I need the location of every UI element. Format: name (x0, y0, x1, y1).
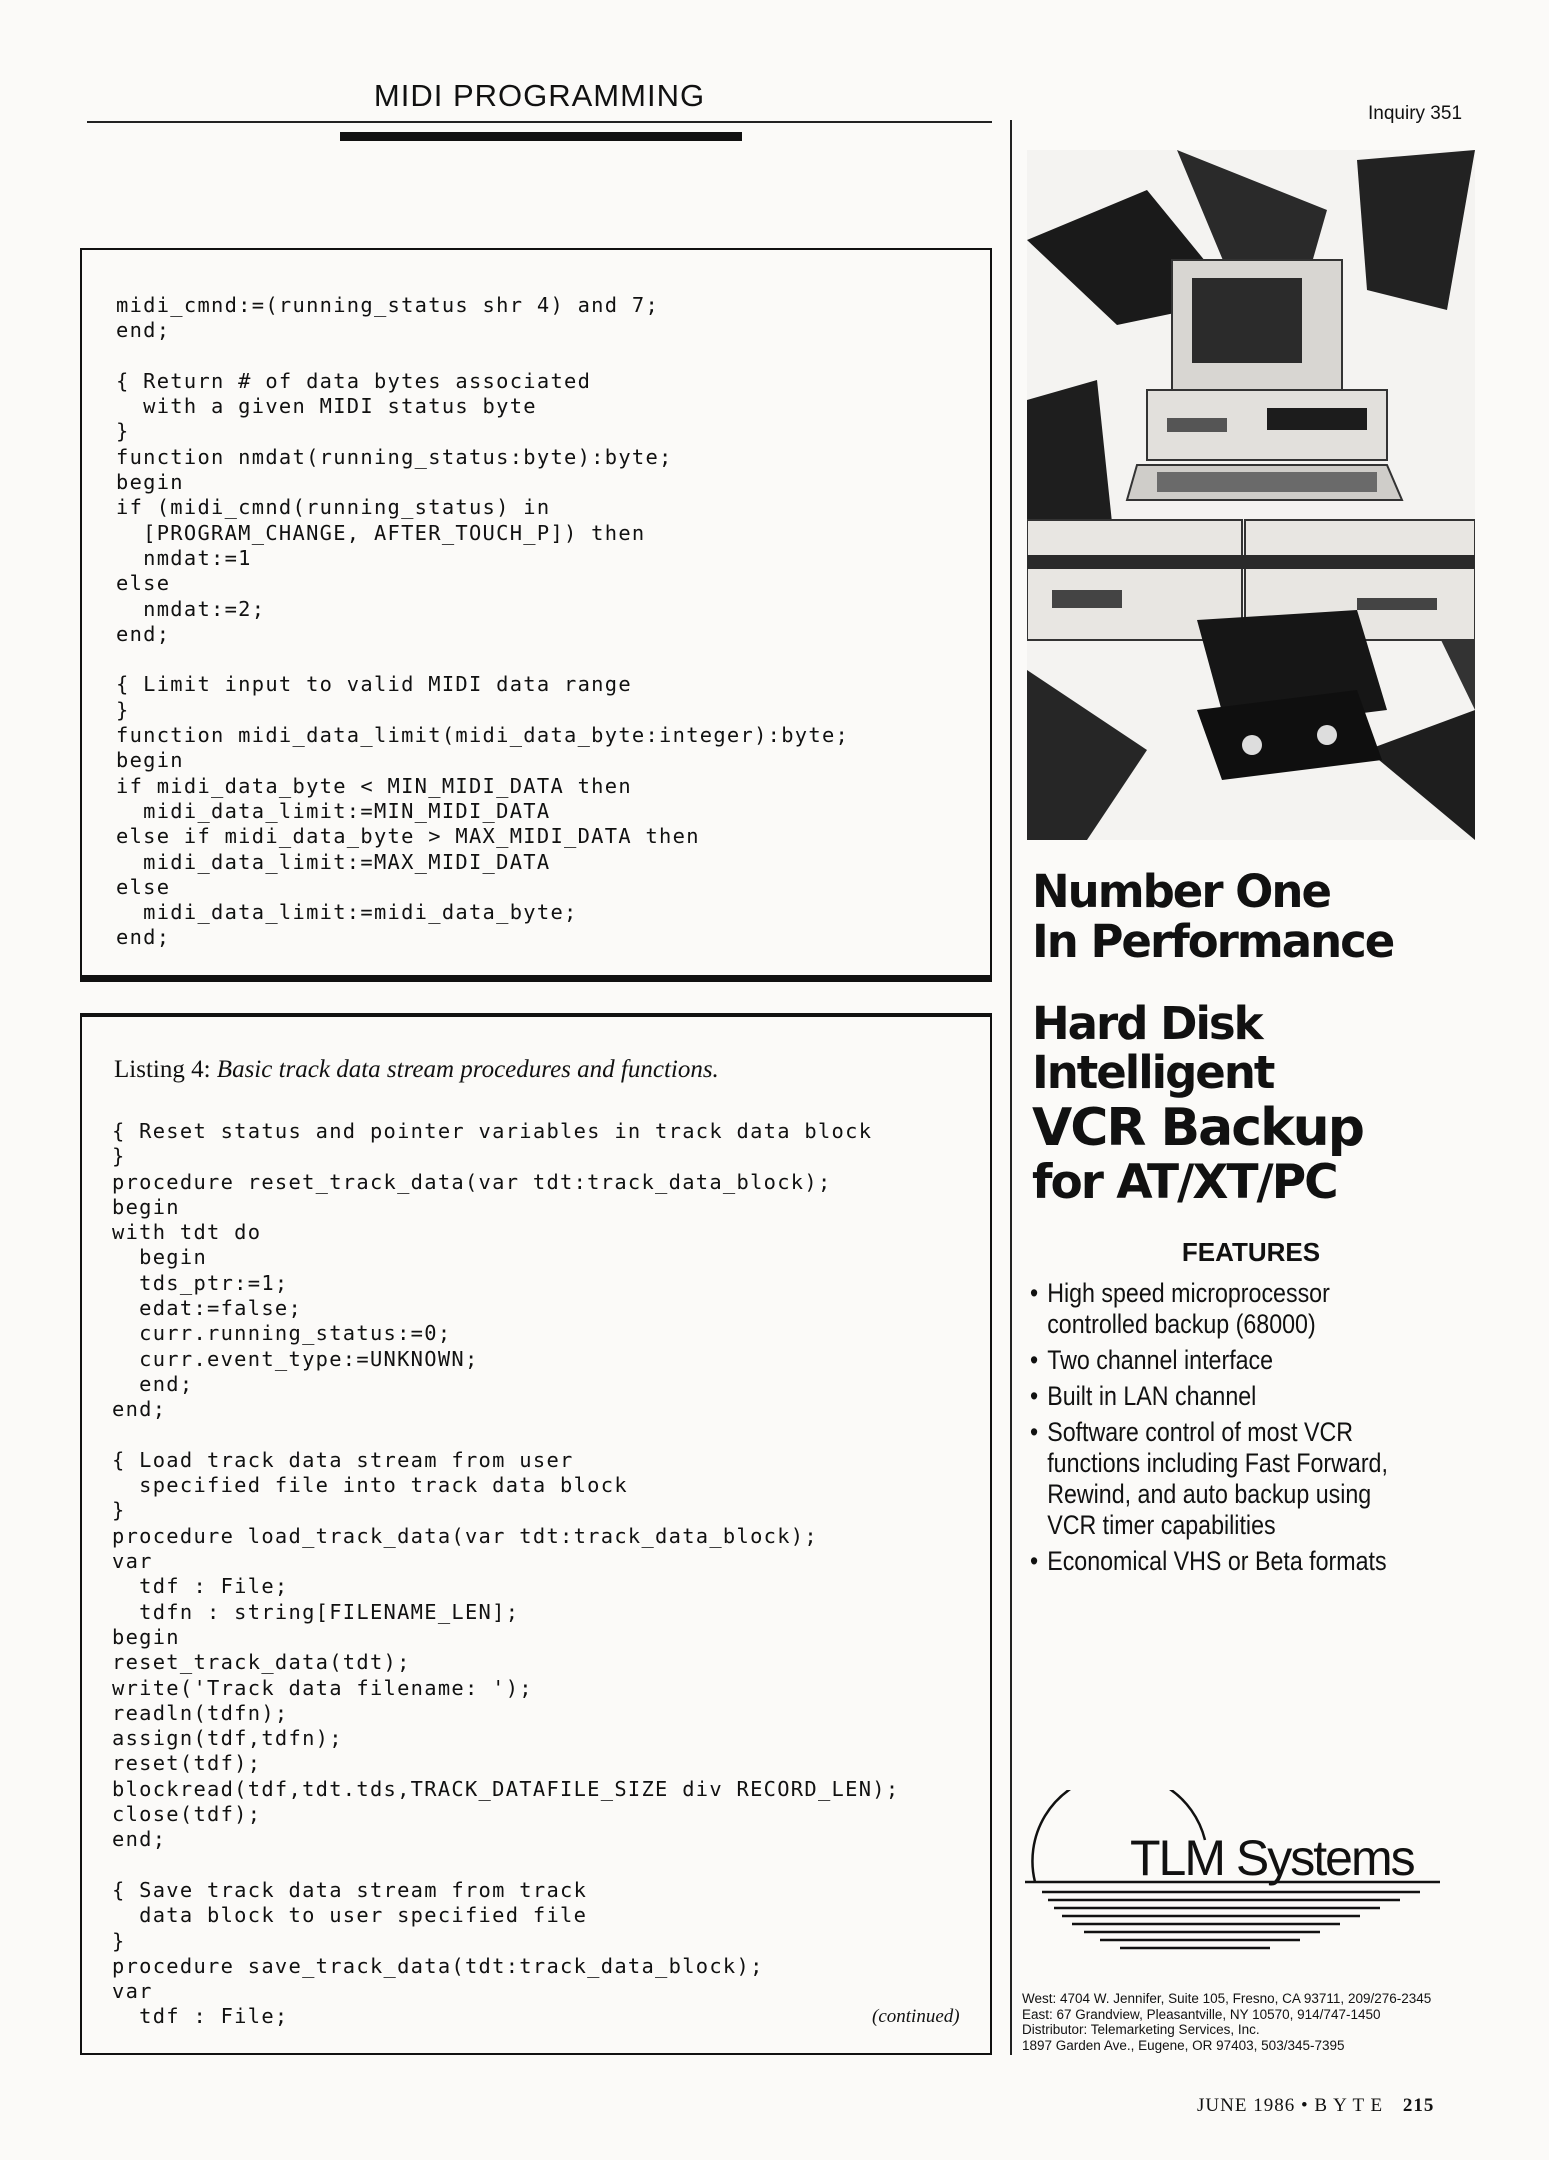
header-rule (87, 121, 992, 123)
contact-line: West: 4704 W. Jennifer, Suite 105, Fresno, CA 93711, 209/276-2345 (1022, 1991, 1432, 2006)
ad-headline-6: for AT/XT/PC (1032, 1155, 1337, 1210)
vent (1167, 418, 1227, 432)
listing-4-caption (114, 1056, 719, 1084)
cassette-reel (1317, 725, 1337, 745)
drive-bay (1267, 408, 1367, 430)
listing-box-top-bottom-bar (80, 975, 992, 982)
feature-item: • Two channel interface (1030, 1345, 1426, 1376)
vcr-display (1357, 598, 1437, 610)
ad-photo (1027, 150, 1475, 840)
monitor-screen (1192, 278, 1302, 363)
page-section-title: MIDI PROGRAMMING (373, 78, 706, 113)
ad-headline-2: In Performance (1032, 915, 1394, 968)
contact-line: Distributor: Telemarketing Services, Inc. (1022, 2022, 1260, 2037)
feature-item: • Built in LAN channel (1030, 1381, 1426, 1412)
vcr-display (1052, 590, 1122, 608)
page-number: 215 (1402, 2095, 1435, 2116)
ad-headline-4: Intelligent (1032, 1046, 1274, 1099)
feature-item: • Software control of most VCR functions including Fast Forward, Rewind, and auto backup using VCR timer capabilities (1030, 1417, 1426, 1541)
keys (1157, 472, 1377, 492)
ad-headline-5: VCR Backup (1032, 1098, 1363, 1158)
cassette-reel (1242, 735, 1262, 755)
vcr-control-strip (1027, 555, 1475, 569)
feature-item: • Economical VHS or Beta formats (1030, 1546, 1426, 1577)
inquiry-number: Inquiry 351 (1368, 103, 1463, 124)
features-heading: FEATURES (1181, 1237, 1321, 1267)
listing-4-caption-text: Basic track data stream procedures and functions. (216, 1056, 719, 1083)
contact-line: 1897 Garden Ave., Eugene, OR 97403, 503/345-7395 (1022, 2037, 1345, 2053)
logo-text: TLM Systems (1130, 1830, 1414, 1886)
footer-magazine: B Y T E (1314, 2095, 1384, 2116)
code-listing-top: midi_cmnd:=(running_status shr 4) and 7; end; { Return # of data bytes associated with a given MIDI status byte } function nmdat(running_status:byte):byte; begin if (midi_cmnd(running_status) in [PROGRAM_CHANGE, AFTER_TOUCH_P]) then nmdat:=1 else nmdat:=2; end; { Limit input to valid MIDI data range } function midi_data_limit(midi_data_byte:integer):byte; begin if midi_data_byte < MIN_MIDI_DATA then midi_data_limit:=MIN_MIDI_DATA else if midi_data_byte > MAX_MIDI_DATA then midi_data_limit:=MAX_MIDI_DATA else midi_data_limit:=midi_data_byte; end; (116, 293, 850, 950)
code-listing-4: { Reset status and pointer variables in track data block } procedure reset_track_data(var tdt:track_data_block); begin with tdt do begin tds_ptr:=1; edat:=false; curr.running_status:=0; curr.event_type:=UNKNOWN; end; end; { Load track data stream from user specified file into track data block } procedure load_track_data(var tdt:track_data_block); var tdf : File; tdfn : string[FILENAME_LEN]; begin reset_track_data(tdt); write('Track data filename: '); readln(tdfn); assign(tdf,tdfn); reset(tdf); blockread(tdf,tdt.tds,TRACK_DATAFILE_SIZE div RECORD_LEN); close(tdf); end; { Save track data stream from track data block to user specified file } procedure save_track_data(tdt:track_data_block); var tdf : File; (112, 1119, 900, 2029)
column-divider (1010, 120, 1012, 2055)
continued-note: (continued) (872, 2006, 960, 2027)
ad-headline-1: Number One (1032, 865, 1330, 918)
header-bar (340, 132, 742, 141)
feature-item: • High speed microprocessor controlled backup (68000) (1030, 1278, 1426, 1340)
listing-4-label: Listing 4: (114, 1056, 211, 1083)
page-footer: JUNE 1986 • B Y T E 215 (1197, 2095, 1435, 2116)
ad-headline-3: Hard Disk (1032, 997, 1262, 1050)
ad-contacts (1022, 1991, 1431, 2053)
footer-date: JUNE 1986 (1197, 2095, 1296, 2116)
contact-line: East: 67 Grandview, Pleasantville, NY 10570, 914/747-1450 (1022, 2006, 1381, 2022)
tlm-systems-logo (1020, 1790, 1460, 1970)
features-list (1030, 1278, 1426, 1582)
